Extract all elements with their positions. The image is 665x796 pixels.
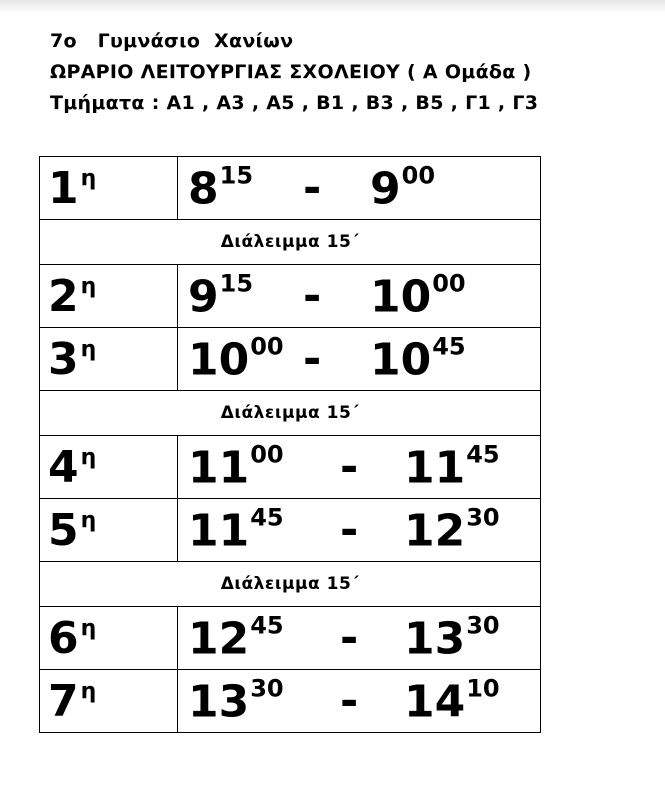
break-row bbox=[40, 562, 541, 607]
end-time: $10^{45}$ bbox=[370, 332, 466, 386]
period-row bbox=[40, 607, 541, 670]
period-number: $5^\eta$ bbox=[40, 499, 178, 562]
period-time bbox=[178, 607, 541, 670]
start-time: $13^{30}$ bbox=[188, 674, 284, 728]
end-time: $9^{00}$ bbox=[370, 161, 436, 215]
time-dash: - bbox=[303, 333, 322, 385]
start-time: $8^{15}$ bbox=[188, 161, 254, 215]
schedule-title: ΩΡΑΡΙΟ ΛΕΙΤΟΥΡΓΙΑΣ ΣΧΟΛΕΙΟΥ ( Α Ομάδα ) bbox=[50, 61, 532, 83]
period-number: $7^\eta$ bbox=[40, 670, 178, 733]
time-dash: - bbox=[340, 612, 359, 664]
end-time: $11^{45}$ bbox=[404, 440, 500, 494]
break-label: Διάλειμμα 15΄ bbox=[40, 220, 541, 265]
start-time: $9^{15}$ bbox=[188, 269, 254, 323]
period-number: $4^\eta$ bbox=[40, 436, 178, 499]
break-label: Διάλειμμα 15΄ bbox=[40, 391, 541, 436]
document-header bbox=[50, 26, 538, 119]
period-time bbox=[178, 436, 541, 499]
period-number: $2^\eta$ bbox=[40, 265, 178, 328]
end-time: $12^{30}$ bbox=[404, 503, 500, 557]
period-time bbox=[178, 499, 541, 562]
end-time: $14^{10}$ bbox=[404, 674, 500, 728]
period-time bbox=[178, 265, 541, 328]
schedule-table bbox=[39, 156, 541, 733]
start-time: $11^{45}$ bbox=[188, 503, 284, 557]
period-time bbox=[178, 670, 541, 733]
period-row bbox=[40, 265, 541, 328]
period-row bbox=[40, 157, 541, 220]
break-row bbox=[40, 220, 541, 265]
period-row bbox=[40, 499, 541, 562]
period-time bbox=[178, 157, 541, 220]
time-dash: - bbox=[340, 441, 359, 493]
period-row bbox=[40, 328, 541, 391]
period-time bbox=[178, 328, 541, 391]
school-name: 7ο Γυμνάσιο Χανίων bbox=[50, 30, 294, 52]
top-shadow-bar bbox=[0, 0, 665, 14]
start-time: $10^{00}$ bbox=[188, 332, 284, 386]
period-number: $1^\eta$ bbox=[40, 157, 178, 220]
period-row bbox=[40, 670, 541, 733]
end-time: $13^{30}$ bbox=[404, 611, 500, 665]
time-dash: - bbox=[303, 162, 322, 214]
start-time: $12^{45}$ bbox=[188, 611, 284, 665]
end-time: $10^{00}$ bbox=[370, 269, 466, 323]
classes-list: Τμήματα : Α1 , Α3 , Α5 , Β1 , Β3 , Β5 , Γ1 , Γ3 bbox=[50, 92, 539, 114]
time-dash: - bbox=[303, 270, 322, 322]
break-row bbox=[40, 391, 541, 436]
period-number: $3^\eta$ bbox=[40, 328, 178, 391]
start-time: $11^{00}$ bbox=[188, 440, 284, 494]
period-number: $6^\eta$ bbox=[40, 607, 178, 670]
time-dash: - bbox=[340, 675, 359, 727]
period-row bbox=[40, 436, 541, 499]
time-dash: - bbox=[340, 504, 359, 556]
break-label: Διάλειμμα 15΄ bbox=[40, 562, 541, 607]
